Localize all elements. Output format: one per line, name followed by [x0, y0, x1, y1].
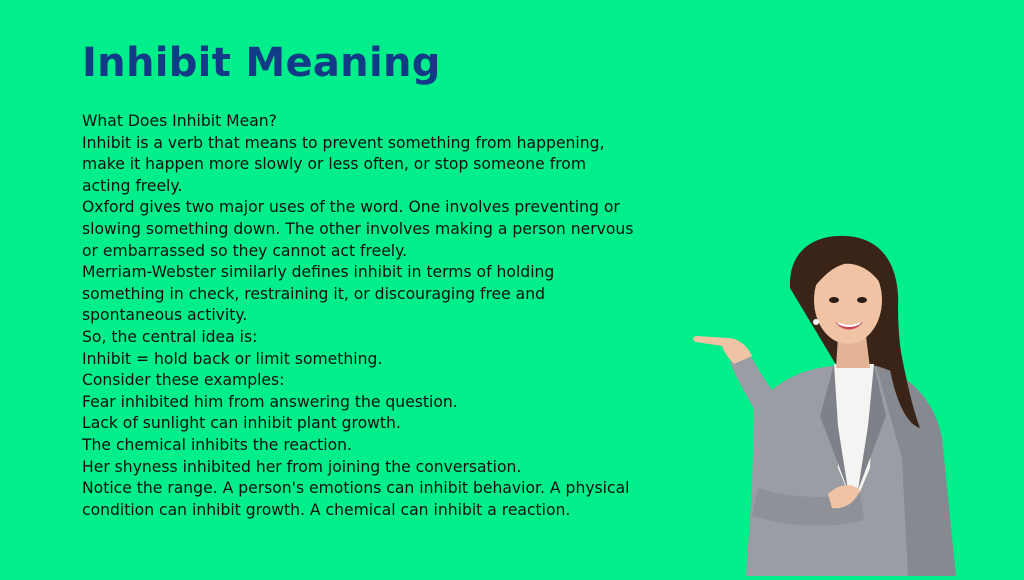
body-line: Merriam-Webster similarly defines inhibit in terms of holding [82, 263, 555, 282]
body-line: Oxford gives two major uses of the word. One involves preventing or [82, 198, 620, 217]
body-line: spontaneous activity. [82, 306, 248, 325]
body-line: Notice the range. A person's emotions can inhibit behavior. A physical [82, 479, 630, 498]
body-line: Lack of sunlight can inhibit plant growth. [82, 414, 401, 433]
body-line: Fear inhibited him from answering the question. [82, 392, 458, 411]
body-line: or embarrassed so they cannot act freely. [82, 241, 408, 260]
body-line: acting freely. [82, 176, 183, 195]
body-line: something in check, restraining it, or discouraging free and [82, 284, 546, 303]
body-line: What Does Inhibit Mean? [82, 112, 277, 130]
body-line: Inhibit = hold back or limit something. [82, 349, 383, 368]
page-title: Inhibit Meaning [82, 40, 441, 86]
body-line: condition can inhibit growth. A chemical can inhibit a reaction. [82, 500, 571, 519]
presenter-illustration-icon [688, 228, 988, 576]
body-line: Inhibit is a verb that means to prevent something from happening, [82, 133, 605, 152]
body-line: slowing something down. The other involves making a person nervous [82, 219, 634, 238]
body-text [82, 111, 722, 521]
body-line: make it happen more slowly or less often, or stop someone from [82, 155, 587, 174]
body-line: The chemical inhibits the reaction. [82, 435, 352, 454]
body-line: Consider these examples: [82, 371, 285, 390]
body-line: Her shyness inhibited her from joining the conversation. [82, 457, 522, 476]
body-line: So, the central idea is: [82, 327, 258, 346]
